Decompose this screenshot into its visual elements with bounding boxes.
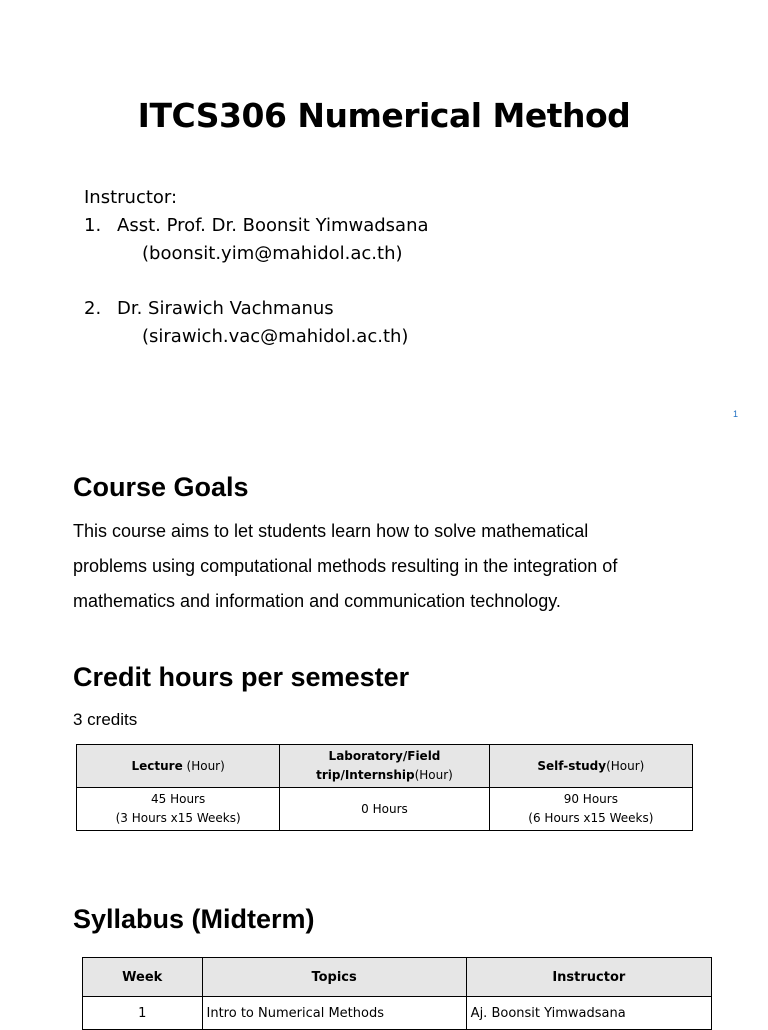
course-goals-text xyxy=(73,514,713,619)
table-header-cell: Instructor xyxy=(466,958,711,997)
table-row xyxy=(77,788,693,831)
table-cell: 0 Hours xyxy=(280,788,489,831)
document-title: ITCS306 Numerical Method xyxy=(137,96,631,135)
credits-value: 3 credits xyxy=(73,710,138,729)
table-header-cell: Self-study(Hour) xyxy=(489,745,692,788)
table-header-cell: Lecture (Hour) xyxy=(77,745,280,788)
instructor-email: (boonsit.yim@mahidol.ac.th) xyxy=(142,243,403,264)
goals-line: This course aims to let students learn how to solve mathematical xyxy=(73,521,589,541)
credit-hours-heading: Credit hours per semester xyxy=(73,662,410,692)
goals-line: mathematics and information and communication technology. xyxy=(73,591,561,611)
instructor-block xyxy=(84,184,429,351)
goals-line: problems using computational methods resulting in the integration of xyxy=(73,556,618,576)
instructor-email: (sirawich.vac@mahidol.ac.th) xyxy=(142,326,409,347)
instructor-item xyxy=(84,295,429,323)
syllabus-heading: Syllabus (Midterm) xyxy=(73,904,315,934)
table-row xyxy=(83,997,712,1030)
table-header-row xyxy=(83,958,712,997)
instructor-number: 1. xyxy=(84,215,102,236)
table-cell: 1 xyxy=(83,997,203,1030)
instructor-number: 2. xyxy=(84,298,102,319)
table-cell: Intro to Numerical Methods xyxy=(202,997,466,1030)
table-cell: 90 Hours (6 Hours x15 Weeks) xyxy=(489,788,692,831)
table-header-row xyxy=(77,745,693,788)
table-header-cell: Laboratory/Field trip/Internship(Hour) xyxy=(280,745,489,788)
credit-hours-table xyxy=(76,744,693,831)
syllabus-table xyxy=(82,957,712,1030)
table-cell: Aj. Boonsit Yimwadsana xyxy=(466,997,711,1030)
course-goals-heading: Course Goals xyxy=(73,472,249,502)
page-number: 1 xyxy=(733,409,739,419)
instructor-label: Instructor: xyxy=(84,187,178,208)
instructor-item xyxy=(84,212,429,240)
instructor-name: Dr. Sirawich Vachmanus xyxy=(117,298,334,319)
table-cell: 45 Hours (3 Hours x15 Weeks) xyxy=(77,788,280,831)
table-header-cell: Week xyxy=(83,958,203,997)
instructor-name: Asst. Prof. Dr. Boonsit Yimwadsana xyxy=(117,215,429,236)
table-header-cell: Topics xyxy=(202,958,466,997)
